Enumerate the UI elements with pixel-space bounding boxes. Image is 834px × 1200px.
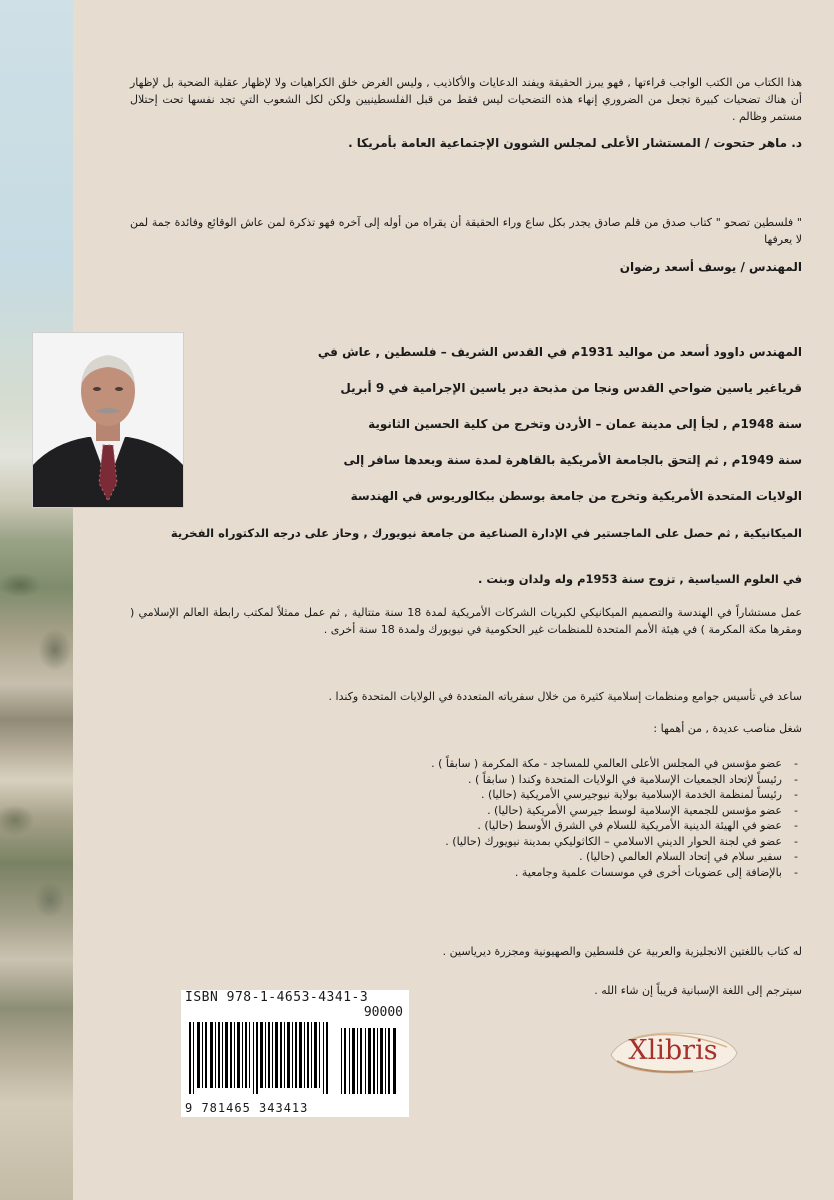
publisher-name: Xlibris <box>628 1035 718 1066</box>
bio-line-6: الميكانيكية , ثم حصل على الماجستير في الإدارة الصناعية من جامعة نيويورك , وحاز على درجه الدكتوراه الفخرية <box>170 526 802 540</box>
publisher-logo <box>603 1023 743 1081</box>
list-item: - عضو في الهيئة الدينية الأمريكية للسلام في الشرق الأوسط (حاليا) . <box>130 818 802 834</box>
bio-line-3: سنة 1948م , لجأ إلى مدينة عمان – الأردن وتخرج من كلية الحسين الثانوية <box>368 417 802 431</box>
isbn-barcode <box>181 990 409 1117</box>
founding-paragraph <box>130 688 802 705</box>
career-paragraph <box>130 604 802 638</box>
endorsement-1-author: د. ماهر حتحوت / المستشار الأعلى لمجلس الشوون الإجتماعية العامة بأمريكا . <box>348 136 802 150</box>
list-item: - سفير سلام في إتحاد السلام العالمي (حاليا) . <box>130 849 802 865</box>
books-text: له كتاب باللغتين الانجليزية والعربية عن فلسطين والصهيونية ومجزرة ديرياسين . <box>442 945 802 958</box>
list-item: - رئيساً لمنظمة الخدمة الإسلامية بولاية نيوجيرسي الأمريكية (حاليا) . <box>130 787 802 803</box>
bio-line-5: الولايات المتحدة الأمريكية وتخرج من جامعة بوسطن ببكالوريوس في الهندسة <box>350 489 802 503</box>
endorsement-2-text: " فلسطين تصحو " كتاب صدق من قلم صادق يجدر بكل ساع وراء الحقيقة أن يقراه من أوله إلى آخره فهو تذكرة لمن عاش الوقائع وفائدة جمة لمن لا يعرفها <box>130 216 802 246</box>
positions-list-container <box>130 756 802 880</box>
positions-intro <box>130 720 802 737</box>
cover-landscape-strip <box>0 0 73 1200</box>
positions-intro-text: شغل مناصب عديدة , من أهمها : <box>653 722 802 735</box>
career-text: عمل مستشاراً في الهندسة والتصميم الميكانيكي لكبريات الشركات الأمريكية لمدة 18 سنة متتالية , ثم عمل ممثلاً لمكتب رابطة العالم الإسلامي ( ومقرها مكة المكرمة ) في هيئة الأمم المتحدة للمنظمات غير الحكومية في نيويورك ولمدة 18 سنة أخرى . <box>130 606 802 636</box>
bio-line-4: سنة 1949م , ثم إلتحق بالجامعة الأمريكية بالقاهرة لمدة سنة وبعدها سافر إلى <box>343 453 802 467</box>
isbn-label: ISBN 978-1-4653-4341-3 <box>185 990 369 1005</box>
endorsement-2-author: المهندس / يوسف أسعد رضوان <box>619 260 802 274</box>
positions-list <box>130 756 802 880</box>
bio-line-1: المهندس داوود أسعد من مواليد 1931م في القدس الشريف – فلسطين , عاش في <box>317 345 802 359</box>
list-item: - بالإضافة إلى عضويات أخرى في موسسات علمية وجامعية . <box>130 865 802 881</box>
barcode-number: 9 781465 343413 <box>185 1101 309 1115</box>
books-paragraph <box>130 943 802 960</box>
founding-text: ساعد في تأسيس جوامع ومنظمات إسلامية كثيرة من خلال سفرياته المتعددة في الولايات المتحدة وكندا . <box>328 690 802 703</box>
translation-text: سيترجم إلى اللغة الإسبانية قريباً إن شاء الله . <box>594 984 802 997</box>
list-item: - رئيساً لإتحاد الجمعيات الإسلامية في الولايات المتحدة وكندا ( سابقاً ) . <box>130 772 802 788</box>
translation-paragraph <box>410 982 802 999</box>
barcode-bars <box>189 1022 329 1094</box>
list-item: - عضو مؤسس للجمعية الإسلامية لوسط جيرسي الأمريكية (حاليا) . <box>130 803 802 819</box>
bio-line-2: قرياغير ياسين ضواحي القدس ونجا من مذبحة دير ياسين الإجرامية في 9 أبريل <box>340 381 802 395</box>
bio-line-7: في العلوم السياسية , تزوج سنة 1953م وله ولدان وبنت . <box>478 572 802 586</box>
endorsement-1-text: هذا الكتاب من الكتب الواجب قراءتها , فهو يبرز الحقيقة ويفند الدعايات والأكاذيب , وليس الغرض خلق الكراهيات ولا لإظهار عقلية الضحية بل لإظهار أن هناك تضحيات كبيرة تجعل من الضروري إنهاء هذه التضحيات ليس فقط من قبل الفلسطينيين ولكن لكل الشعوب التي تجد نفسها تحت إحتلال مستمر وظالم . <box>130 76 802 123</box>
price-code: 90000 <box>363 1005 403 1020</box>
addon-barcode-bars <box>341 1022 399 1094</box>
list-item: - عضو مؤسس في المجلس الأعلى العالمي للمساجد - مكة المكرمة ( سابقاً ) . <box>130 756 802 772</box>
list-item: - عضو في لجنة الحوار الديني الاسلامي – الكاثوليكي بمدينة نيويورك (حاليا) . <box>130 834 802 850</box>
